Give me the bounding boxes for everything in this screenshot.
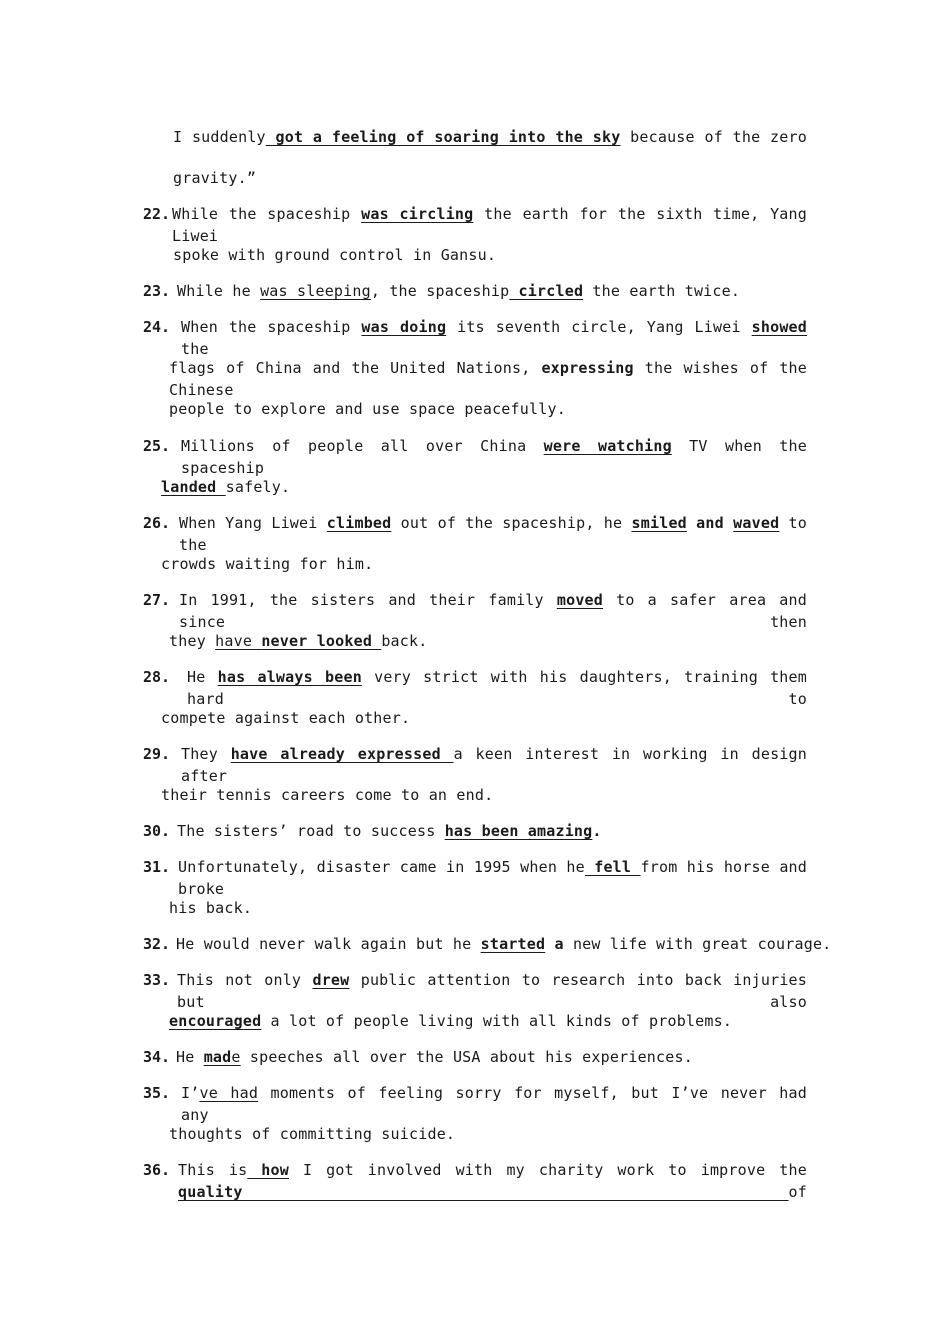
line-text [181,435,807,479]
item-number: 25. [143,437,171,455]
sentence-text: I got involved with my charity work to improve the [289,1161,807,1179]
sentence-text: He [187,668,218,686]
line-text [177,820,602,842]
line-text [161,784,493,806]
sentence-text: people to explore and use space peacefully. [169,400,566,418]
sentence-text: the [181,340,209,358]
line-text [169,897,252,919]
answer-text: showed [751,318,808,336]
item-number: 36. [143,1161,171,1179]
sentence-text: He [176,1048,204,1066]
item-number: 27. [143,591,171,609]
text-line [0,1159,950,1201]
sentence-text: Unfortunately, disaster came in 1995 when he [178,858,585,876]
sentence-text: crowds waiting for him. [161,555,374,573]
line-text [179,589,807,633]
text-line [0,244,950,266]
line-text [169,1010,732,1032]
sentence-text: compete against each other. [161,709,411,727]
answer-text: landed [161,478,226,496]
text-line [0,435,950,477]
sentence-text: its seventh circle, Yang Liwei [446,318,752,336]
sentence-text: a keen interest in working in design after [181,745,808,785]
item-number: 34. [143,1048,171,1066]
sentence-text: In 1991, the sisters and their family [179,591,557,609]
line-text [169,1123,455,1145]
text-line [0,897,950,919]
sentence-text: I’ [181,1084,200,1102]
sentence-text: When the spaceship [181,318,362,336]
line-text [181,316,807,360]
sentence-text: to a safer area and since then [179,591,807,631]
line-text [178,1159,807,1203]
item-number: 22. [143,205,171,223]
answer-text: mad [203,1048,232,1066]
sentence-text: While he [177,282,261,300]
sentence-text: Millions of people all over China [181,437,544,455]
line-text [176,933,831,955]
sentence-text: expressing [541,359,634,377]
answer-text: how [247,1161,289,1179]
text-line [0,933,950,955]
text-line [0,856,950,898]
text-line [0,969,950,1011]
sentence-text: gravity.” [173,169,257,187]
line-text [173,167,256,189]
line-text [187,666,807,710]
line-text [177,969,807,1013]
answer-text: fell [584,858,641,876]
item-number: 23. [143,282,171,300]
sentence-text: new life with great courage. [563,935,832,953]
item-number: 35. [143,1084,171,1102]
text-line [0,357,950,399]
answer-text: e [231,1048,241,1066]
line-text [172,203,807,247]
sentence-text: TV when the spaceship [181,437,807,477]
line-text [181,1082,807,1126]
text-line [0,512,950,554]
text-line [0,1046,950,1068]
line-text [161,707,410,729]
sentence-text: very strict with his daughters, training them hard to [187,668,807,708]
line-text [178,856,807,900]
text-line [0,1082,950,1124]
sentence-text: I suddenly [173,128,266,146]
sentence-text: When Yang Liwei [179,514,327,532]
sentence-text: out of the spaceship, he [391,514,632,532]
sentence-text: their tennis careers come to an end. [161,786,494,804]
line-text [169,357,807,401]
text-line [0,476,950,498]
line-text [161,476,290,498]
answer-text: drew [312,971,350,989]
item-number: 28. [143,668,171,686]
sentence-text: They [181,745,231,763]
line-text [169,630,427,652]
line-text [177,280,740,302]
item-number: 29. [143,745,171,763]
item-number: 31. [143,858,171,876]
answer-text: has always been [217,668,362,686]
answer-text: was circling [361,205,474,223]
item-number: 33. [143,971,171,989]
text-line [0,167,950,189]
sentence-text: speeches all over the USA about his experiences. [240,1048,693,1066]
answer-text: encouraged [169,1012,262,1030]
sentence-text: This not only [177,971,313,989]
sentence-text: the earth for the sixth time, Yang Liwei [172,205,807,245]
line-text [169,398,566,420]
text-line [0,280,950,302]
text-line [0,316,950,358]
text-line [0,126,950,148]
answer-text: has been amazing [444,822,593,840]
sentence-text: they [169,632,216,650]
sentence-text: . [592,822,602,840]
sentence-text: a [554,935,564,953]
answer-text: ve had [199,1084,259,1102]
sentence-text: public attention to research into back injuries but also [177,971,808,1011]
line-text [173,244,496,266]
answer-text: moved [556,591,604,609]
line-text [179,512,807,556]
item-number: 32. [143,935,171,953]
sentence-text: flags of China and the United Nations, [169,359,542,377]
sentence-text: a lot of people living with all kinds of problems. [261,1012,733,1030]
sentence-text: from his horse and broke [178,858,808,898]
text-line [0,1010,950,1032]
sentence-text: He would never walk again but he [176,935,481,953]
sentence-text: , the spaceship [370,282,510,300]
answer-text: was sleeping [260,282,371,300]
answer-text: have already expressed [230,745,454,763]
line-text [173,126,807,148]
text-line [0,630,950,652]
text-line [0,743,950,785]
item-number: 26. [143,514,171,532]
answer-text: circled [509,282,584,300]
answer-text: started [480,935,546,953]
sentence-text: of [788,1183,807,1201]
item-number: 30. [143,822,171,840]
text-line [0,203,950,245]
sentence-text: his back. [169,899,253,917]
line-text [161,553,373,575]
sentence-text: The sisters’ road to success [177,822,445,840]
text-line [0,666,950,708]
answer-text: quality [178,1183,789,1201]
sentence-text [687,514,696,532]
line-text [176,1046,693,1068]
answer-text: got a feeling of soaring into the sky [265,128,621,146]
sentence-text: This is [178,1161,248,1179]
text-line [0,398,950,420]
answer-text: was doing [361,318,447,336]
answer-text: never looked [261,632,382,650]
text-line [0,1123,950,1145]
sentence-text: thoughts of committing suicide. [169,1125,456,1143]
sentence-text: While the spaceship [172,205,362,223]
sentence-text [724,514,733,532]
text-line [0,707,950,729]
sentence-text: back. [381,632,428,650]
answer-text: have [215,632,262,650]
item-number: 24. [143,318,171,336]
text-line [0,820,950,842]
sentence-text: and [696,514,724,532]
sentence-text: moments of feeling sorry for myself, but I’ve never had any [181,1084,807,1124]
sentence-text: the wishes of the Chinese [169,359,808,399]
sentence-text: safely. [225,478,291,496]
sentence-text: because of the zero [620,128,807,146]
text-line [0,589,950,631]
answer-text: were watching [543,437,672,455]
sentence-text: spoke with ground control in Gansu. [173,246,497,264]
text-line [0,553,950,575]
answer-text: smiled [631,514,687,532]
answer-text: waved [733,514,780,532]
answer-text: climbed [326,514,392,532]
sentence-text: the earth twice. [583,282,741,300]
sentence-text: to the [179,514,808,554]
text-line [0,784,950,806]
line-text [181,743,807,787]
